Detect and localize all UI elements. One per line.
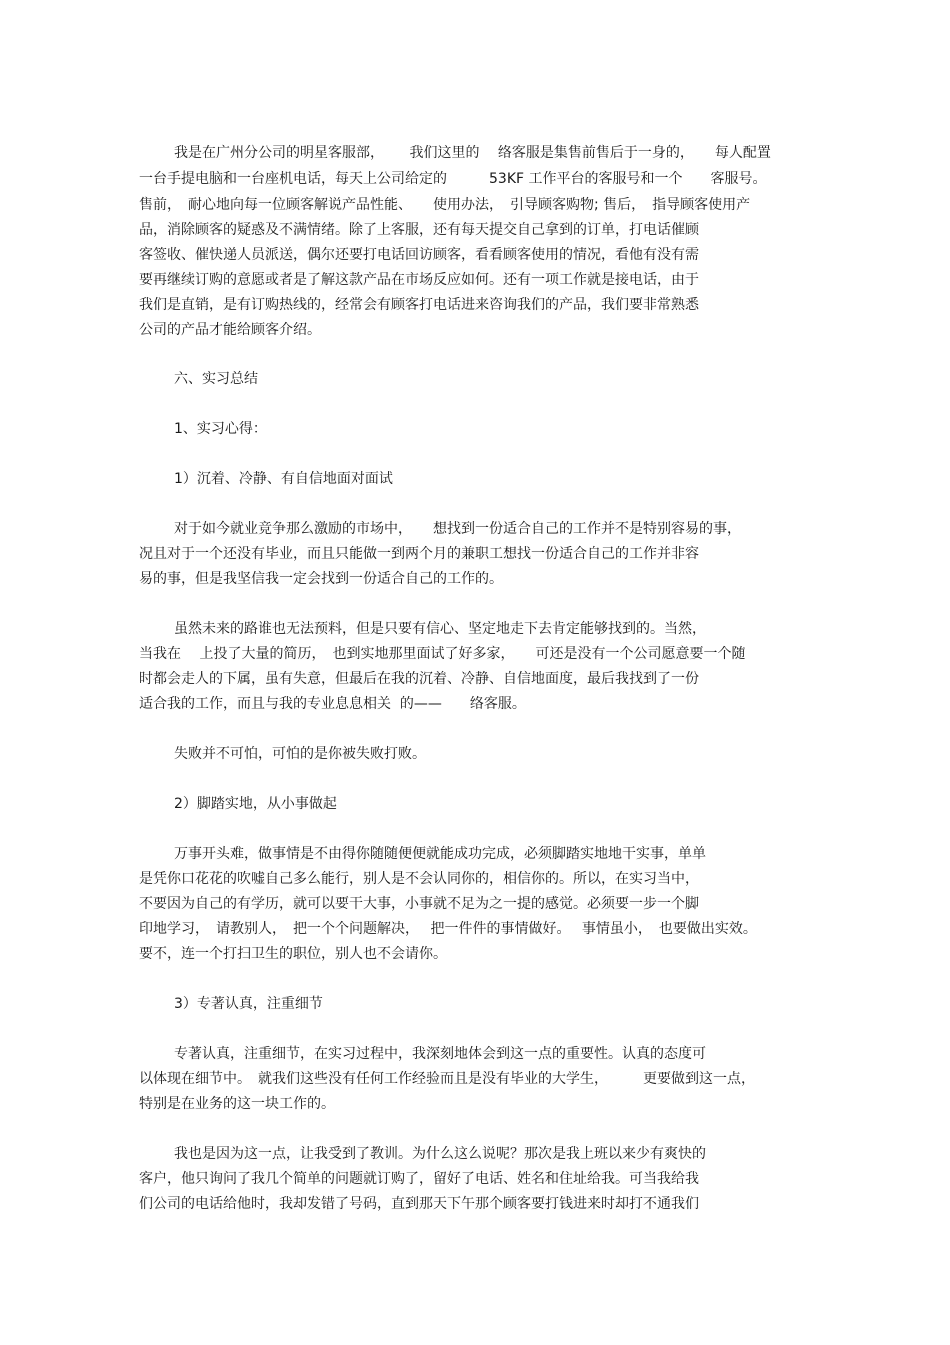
paragraph-line: 我是在广州分公司的明星客服部， 我们这里的 络客服是集售前售后于一身的， 每人配置 <box>174 145 771 161</box>
paragraph-line: 公司的产品才能给顾客介绍。 <box>139 322 321 338</box>
paragraph-line: 客签收、催快递人员派送，偶尔还要打电话回访顾客，看看顾客使用的情况，看他有没有需 <box>139 247 699 263</box>
subsection-heading: 1）沉着、冷静、有自信地面对面试 <box>174 471 393 487</box>
paragraph-line: 当我在 上投了大量的简历， 也到实地那里面试了好多家， 可还是没有一个公司愿意要一个随 <box>139 646 746 662</box>
paragraph-line: 售前， 耐心地向每一位顾客解说产品性能、 使用办法， 引导顾客购物; 售后， 指导顾客使用产 <box>139 197 751 213</box>
paragraph-line: 万事开头难，做事情是不由得你随随便便就能成功完成，必须脚踏实地地干实事，单单 <box>174 846 706 862</box>
subsection-heading: 3）专著认真，注重细节 <box>174 996 323 1012</box>
paragraph-line: 不要因为自己的有学历，就可以要干大事，小事就不足为之一提的感觉。必须要一步一个脚 <box>139 896 699 912</box>
paragraph-line: 品，消除顾客的疑惑及不满情绪。除了上客服，还有每天提交自己拿到的订单，打电话催顾 <box>139 222 699 238</box>
paragraph-line: 一台手提电脑和一台座机电话，每天上公司给定的 53KF 工作平台的客服号和一个 客服号。 <box>139 171 767 187</box>
paragraph-line: 失败并不可怕，可怕的是你被失败打败。 <box>174 746 426 762</box>
paragraph-line: 我也是因为这一点，让我受到了教训。为什么这么说呢？那次是我上班以来少有爽快的 <box>174 1146 706 1162</box>
paragraph-line: 对于如今就业竞争那么激励的市场中， 想找到一份适合自己的工作并不是特别容易的事， <box>174 521 741 537</box>
paragraph-line: 况且对于一个还没有毕业，而且只能做一到两个月的兼职工想找一份适合自己的工作并非容 <box>139 546 699 562</box>
paragraph-line: 以体现在细节中。 就我们这些没有任何工作经验而且是没有毕业的大学生， 更要做到这一点， <box>139 1071 755 1087</box>
paragraph-line: 适合我的工作，而且与我的专业息息相关 的—— 络客服。 <box>139 696 526 712</box>
paragraph-line: 我们是直销，是有订购热线的，经常会有顾客打电话进来咨询我们的产品，我们要非常熟悉 <box>139 297 699 313</box>
paragraph-line: 虽然未来的路谁也无法预料，但是只要有信心、坚定地走下去肯定能够找到的。当然， <box>174 621 706 637</box>
paragraph-line: 要再继续订购的意愿或者是了解这款产品在市场反应如何。还有一项工作就是接电话，由于 <box>139 272 699 288</box>
paragraph-line: 客户，他只询问了我几个简单的问题就订购了，留好了电话、姓名和住址给我。可当我给我 <box>139 1171 699 1187</box>
section-heading: 六、实习总结 <box>174 371 258 387</box>
paragraph-line: 易的事，但是我坚信我一定会找到一份适合自己的工作的。 <box>139 571 503 587</box>
paragraph-line: 印地学习， 请教别人， 把一个个问题解决， 把一件件的事情做好。 事情虽小， 也要做出实效。 <box>139 921 757 937</box>
paragraph-line: 要不，连一个打扫卫生的职位，别人也不会请你。 <box>139 946 447 962</box>
paragraph-line: 是凭你口花花的吹嘘自己多么能行，别人是不会认同你的，相信你的。所以，在实习当中， <box>139 871 699 887</box>
paragraph-line: 们公司的电话给他时，我却发错了号码，直到那天下午那个顾客要打钱进来时却打不通我们 <box>139 1196 699 1212</box>
paragraph-line: 特别是在业务的这一块工作的。 <box>139 1096 335 1112</box>
paragraph-line: 时都会走人的下属，虽有失意，但最后在我的沉着、冷静、自信地面度，最后我找到了一份 <box>139 671 699 687</box>
subsection-heading: 2）脚踏实地，从小事做起 <box>174 796 337 812</box>
paragraph-line: 专著认真，注重细节，在实习过程中，我深刻地体会到这一点的重要性。认真的态度可 <box>174 1046 706 1062</box>
subsection-heading: 1、实习心得： <box>174 421 267 437</box>
